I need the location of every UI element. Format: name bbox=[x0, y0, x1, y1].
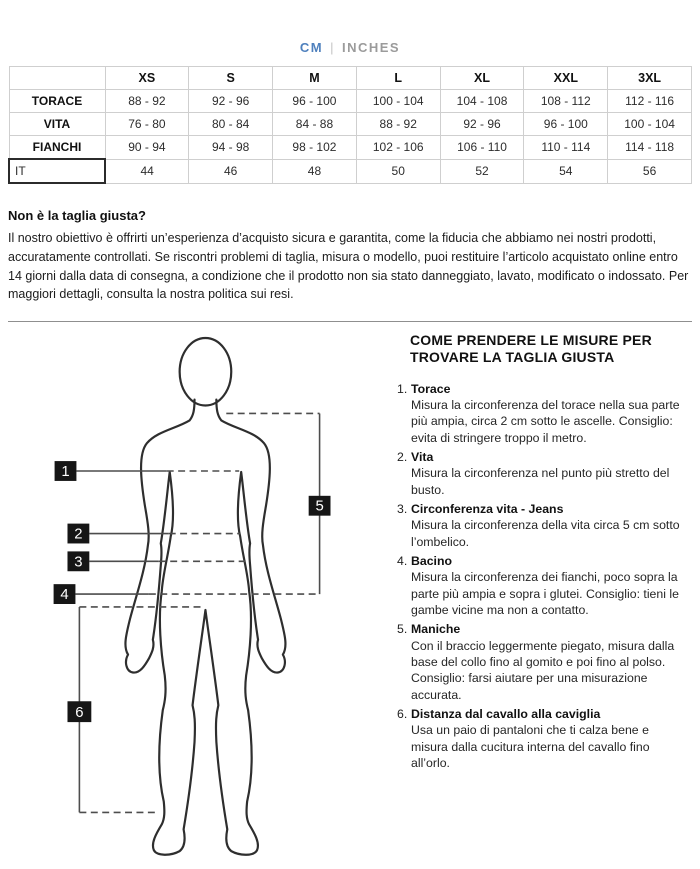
item-number: 6. bbox=[397, 707, 408, 722]
size-value-cell: 90 - 94 bbox=[105, 136, 189, 160]
size-value-cell: 100 - 104 bbox=[356, 90, 440, 113]
body-measurement-diagram bbox=[0, 322, 397, 869]
measure-lines bbox=[75, 413, 319, 812]
label-number-5: 5 bbox=[315, 498, 324, 515]
item-description: Con il braccio leggermente piegato, misura dalla base del collo fino al gomito e poi fino al polso. Consiglio: farsi aiutare per una misurazione accurata. bbox=[411, 638, 675, 702]
size-value-cell: 114 - 118 bbox=[608, 136, 692, 160]
item-name: Vita bbox=[411, 449, 434, 464]
column-header: XS bbox=[105, 67, 189, 90]
guide-item-cavallo-caviglia bbox=[397, 706, 687, 771]
measure-label-5 bbox=[309, 496, 331, 516]
size-value-cell: 84 - 88 bbox=[273, 113, 357, 136]
row-label: FIANCHI bbox=[9, 136, 105, 160]
label-number-6: 6 bbox=[75, 705, 84, 722]
size-value-cell: 102 - 106 bbox=[356, 136, 440, 160]
measure-labels bbox=[54, 461, 331, 722]
size-value-cell: 104 - 108 bbox=[440, 90, 524, 113]
unit-toggle bbox=[0, 0, 700, 55]
size-value-cell: 92 - 96 bbox=[440, 113, 524, 136]
return-policy-text: Il nostro obiettivo è offrirti un’esperienza d’acquisto sicura e garantita, come la fiducia che abbiamo nei nostri prodotti, accuratamente controllati. Se riscontri problemi di taglia, misura o modello, puoi restituire l’articolo acquistato online entro 14 giorni dalla data di consegna, a condizione che il prodotto non sia stato danneggiato, lavato, modificato o indossato. Per maggiori dettagli, consulta la nostra politica sui resi. bbox=[8, 231, 689, 302]
guide-item-vita bbox=[397, 449, 687, 498]
size-value-cell: 110 - 114 bbox=[524, 136, 608, 160]
row-label: VITA bbox=[9, 113, 105, 136]
measure-label-6 bbox=[67, 701, 91, 722]
unit-inches-button[interactable]: INCHES bbox=[341, 40, 401, 55]
table-row-torace bbox=[9, 90, 692, 113]
size-value-cell: 56 bbox=[608, 159, 692, 183]
size-value-cell: 80 - 84 bbox=[189, 113, 273, 136]
guide-item-bacino bbox=[397, 553, 687, 618]
measure-label-2 bbox=[67, 524, 89, 544]
label-number-4: 4 bbox=[60, 587, 69, 604]
size-value-cell: 96 - 100 bbox=[524, 113, 608, 136]
row-label: TORACE bbox=[9, 90, 105, 113]
size-table-header-row bbox=[9, 67, 692, 90]
size-value-cell: 44 bbox=[105, 159, 189, 183]
size-value-cell: 106 - 110 bbox=[440, 136, 524, 160]
row-label-it-selected: IT bbox=[9, 159, 105, 183]
item-description: Usa un paio di pantaloni che ti calza bene e misura dalla cucitura interna del cavallo fino all’orlo. bbox=[411, 723, 650, 771]
size-value-cell: 88 - 92 bbox=[105, 90, 189, 113]
column-header: XXL bbox=[524, 67, 608, 90]
table-row-vita bbox=[9, 113, 692, 136]
item-name: Maniche bbox=[411, 622, 461, 637]
label-number-3: 3 bbox=[74, 554, 83, 571]
size-value-cell: 50 bbox=[356, 159, 440, 183]
item-number: 1. bbox=[397, 381, 408, 396]
return-policy-title: Non è la taglia giusta? bbox=[8, 208, 146, 223]
item-description: Misura la circonferenza dei fianchi, poco sopra la parte più ampia e sopra i glutei. Consiglio: tieni le gambe vicine ma non a contatto. bbox=[411, 570, 679, 618]
item-name: Torace bbox=[411, 381, 451, 396]
label-number-2: 2 bbox=[74, 526, 83, 543]
item-number: 5. bbox=[397, 622, 408, 637]
measure-guide-list bbox=[397, 381, 687, 772]
column-header: XL bbox=[440, 67, 524, 90]
table-row-it-sizes bbox=[9, 159, 692, 183]
size-value-cell: 88 - 92 bbox=[356, 113, 440, 136]
size-value-cell: 96 - 100 bbox=[273, 90, 357, 113]
measure-guide bbox=[397, 322, 695, 775]
size-value-cell: 108 - 112 bbox=[524, 90, 608, 113]
item-name: Bacino bbox=[411, 554, 452, 569]
measure-label-4 bbox=[54, 584, 76, 604]
size-table bbox=[8, 66, 692, 184]
item-number: 3. bbox=[397, 502, 408, 516]
item-name: Distanza dal cavallo alla caviglia bbox=[411, 707, 601, 722]
measure-label-3 bbox=[67, 551, 89, 571]
column-header: M bbox=[273, 67, 357, 90]
guide-item-circonferenza-vita-jeans bbox=[397, 501, 687, 550]
item-description: Misura la circonferenza del torace nella sua parte più ampia, circa 2 cm sotto le ascelle. Consiglio: evita di stringere troppo il metro. bbox=[411, 397, 680, 445]
column-header: L bbox=[356, 67, 440, 90]
item-number: 2. bbox=[397, 449, 408, 464]
return-policy-section bbox=[8, 208, 692, 304]
measure-label-1 bbox=[55, 461, 77, 481]
item-description: Misura la circonferenza nel punto più stretto del busto. bbox=[411, 466, 670, 497]
item-description: Misura la circonferenza della vita circa 5 cm sotto l’ombelico. bbox=[411, 518, 680, 549]
item-name: Circonferenza vita - Jeans bbox=[411, 502, 564, 516]
item-number: 4. bbox=[397, 554, 408, 569]
column-header: 3XL bbox=[608, 67, 692, 90]
table-row-fianchi bbox=[9, 136, 692, 160]
size-value-cell: 76 - 80 bbox=[105, 113, 189, 136]
size-value-cell: 94 - 98 bbox=[189, 136, 273, 160]
label-number-1: 1 bbox=[61, 463, 70, 480]
size-value-cell: 98 - 102 bbox=[273, 136, 357, 160]
size-value-cell: 52 bbox=[440, 159, 524, 183]
corner-cell bbox=[9, 67, 105, 90]
size-value-cell: 54 bbox=[524, 159, 608, 183]
size-value-cell: 112 - 116 bbox=[608, 90, 692, 113]
column-header: S bbox=[189, 67, 273, 90]
size-value-cell: 100 - 104 bbox=[608, 113, 692, 136]
measure-guide-title: COME PRENDERE LE MISURE PER TROVARE LA TAGLIA GIUSTA bbox=[410, 332, 652, 365]
body-outline bbox=[125, 338, 285, 855]
unit-separator: | bbox=[330, 40, 335, 55]
guide-item-torace bbox=[397, 381, 687, 446]
size-value-cell: 92 - 96 bbox=[189, 90, 273, 113]
size-value-cell: 46 bbox=[189, 159, 273, 183]
unit-cm-button[interactable]: CM bbox=[299, 40, 324, 55]
measure-section bbox=[0, 322, 700, 869]
size-value-cell: 48 bbox=[273, 159, 357, 183]
guide-item-maniche bbox=[397, 621, 687, 703]
